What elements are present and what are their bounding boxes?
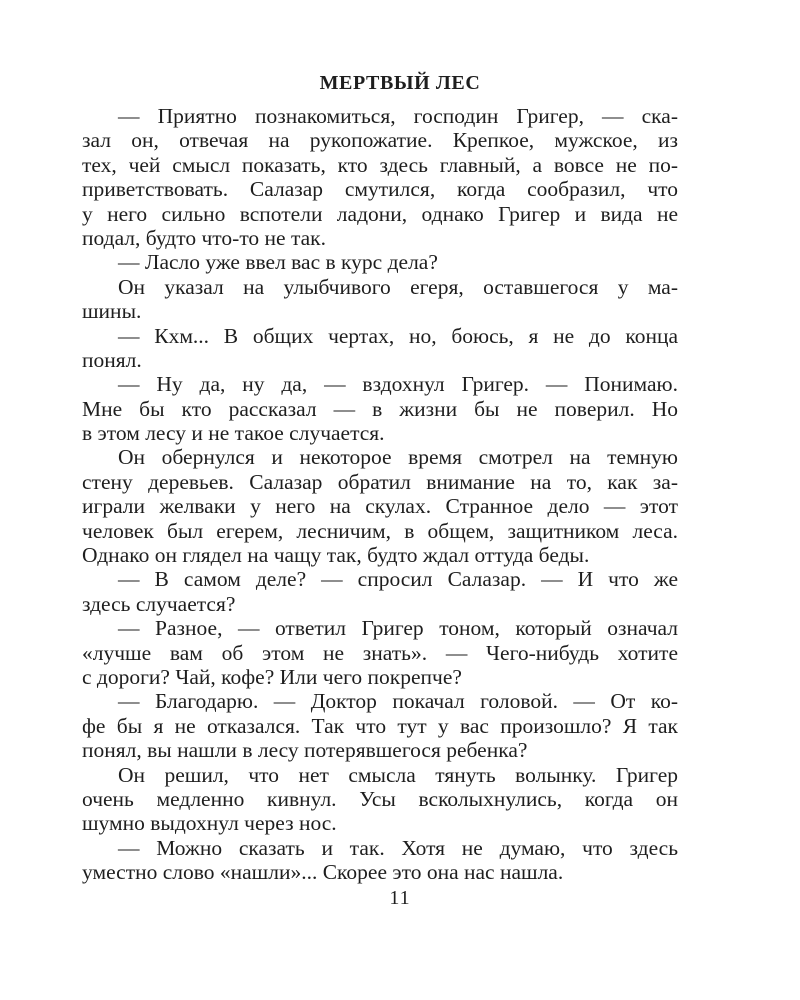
paragraph xyxy=(82,567,678,616)
text-line: приветствовать. Салазар смутился, когда сообразил, что xyxy=(82,177,678,202)
text-line: «лучше вам об этом не знать». — Чего-нибудь хотите xyxy=(82,640,678,665)
paragraph xyxy=(82,445,678,567)
text-line: фе бы я не отказался. Так что тут у вас произошло? Я так xyxy=(82,713,678,738)
paragraph xyxy=(82,324,678,373)
text-line: очень медленно кивнул. Усы всколыхнулись, когда он xyxy=(82,786,678,811)
text-line: у него сильно вспотели ладони, однако Григер и вида не xyxy=(82,201,678,226)
text-line: Он указал на улыбчивого егеря, оставшегося у ма- xyxy=(118,274,678,299)
body-text xyxy=(82,104,678,885)
text-line: — Можно сказать и так. Хотя не думаю, что здесь xyxy=(118,835,678,860)
paragraph xyxy=(82,616,678,689)
text-line: стену деревьев. Салазар обратил внимание на то, как за- xyxy=(82,469,678,494)
paragraph xyxy=(82,250,678,274)
text-line: — В самом деле? — спросил Салазар. — И что же xyxy=(118,567,678,592)
paragraph xyxy=(82,372,678,445)
text-line: с дороги? Чай, кофе? Или чего покрепче? xyxy=(82,664,462,689)
text-line: Он решил, что нет смысла тянуть волынку. Григер xyxy=(118,762,678,787)
text-line: понял. xyxy=(82,347,142,372)
paragraph xyxy=(82,104,678,250)
text-line: в этом лесу и не такое случается. xyxy=(82,421,385,446)
text-line: шины. xyxy=(82,299,142,324)
paragraph xyxy=(82,836,678,885)
text-line: — Кхм... В общих чертах, но, боюсь, я не до конца xyxy=(118,323,678,348)
text-line: шумно выдохнул через нос. xyxy=(82,811,337,836)
text-line: зал он, отвечая на рукопожатие. Крепкое, мужское, из xyxy=(82,128,678,153)
paragraph xyxy=(82,763,678,836)
text-line: — Приятно познакомиться, господин Григер, — ска- xyxy=(118,104,678,128)
text-line: понял, вы нашли в лесу потерявшегося ребенка? xyxy=(82,738,528,763)
page-number: 11 xyxy=(389,887,411,909)
text-line: Он обернулся и некоторое время смотрел на темную xyxy=(118,445,678,470)
text-line: — Разное, — ответил Григер тоном, который означал xyxy=(118,616,678,641)
text-line: играли желваки у него на скулах. Странное дело — этот xyxy=(82,494,678,519)
text-line: — Благодарю. — Доктор покачал головой. — От ко- xyxy=(118,689,678,714)
running-head: МЕРТВЫЙ ЛЕС xyxy=(319,72,481,94)
text-line: Однако он глядел на чащу так, будто ждал оттуда беды. xyxy=(82,543,590,568)
text-line: — Ну да, ну да, — вздохнул Григер. — Понимаю. xyxy=(118,372,678,397)
text-line: человек был егерем, лесничим, в общем, защитником леса. xyxy=(82,518,678,543)
text-line: здесь случается? xyxy=(82,591,236,616)
text-line: тех, чей смысл показать, кто здесь главный, а вовсе не по- xyxy=(82,152,678,177)
text-line: подал, будто что-то не так. xyxy=(82,225,326,250)
text-line: Мне бы кто рассказал — в жизни бы не поверил. Но xyxy=(82,396,678,421)
text-line: — Ласло уже ввел вас в курс дела? xyxy=(118,250,438,275)
paragraph xyxy=(82,689,678,762)
paragraph xyxy=(82,275,678,324)
text-line: уместно слово «нашли»... Скорее это она нас нашла. xyxy=(82,860,564,885)
